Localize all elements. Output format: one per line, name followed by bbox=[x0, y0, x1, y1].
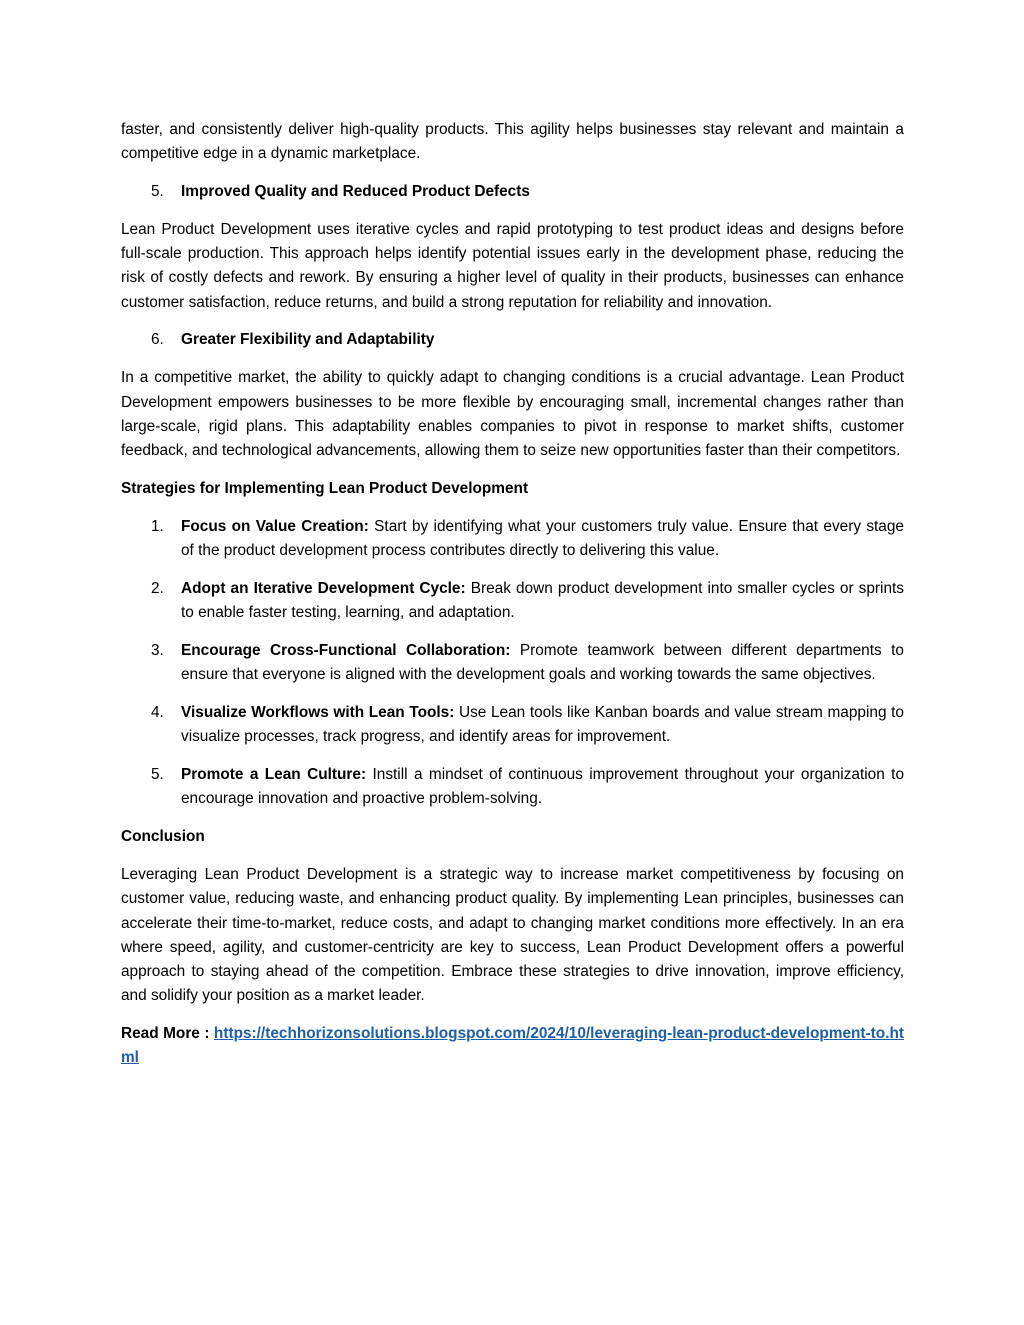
read-more-line bbox=[121, 1022, 904, 1070]
strategy-item-4 bbox=[121, 701, 904, 749]
strategy-5-number: 5. bbox=[151, 766, 164, 784]
intro-continuation-paragraph: faster, and consistently deliver high-quality products. This agility helps businesses stay relevant and maintain a competitive edge in a dynamic marketplace. bbox=[121, 121, 904, 163]
strategy-4-text: Use Lean tools like Kanban boards and value stream mapping to visualize processes, track progress, and identify areas for improvement. bbox=[181, 704, 904, 746]
strategy-3-text: Promote teamwork between different departments to ensure that everyone is aligned with the development goals and working towards the same objectives. bbox=[181, 641, 904, 684]
strategy-4-number: 4. bbox=[151, 704, 164, 722]
strategies-list bbox=[121, 515, 904, 812]
benefit-6-heading bbox=[121, 328, 904, 352]
benefit-5-heading bbox=[121, 180, 904, 204]
read-more-link[interactable]: https://techhorizonsolutions.blogspot.com/2024/10/leveraging-lean-product-development-to.html bbox=[121, 1025, 904, 1067]
strategy-5-text: Instill a mindset of continuous improvement throughout your organization to encourage innovation and proactive problem-solving. bbox=[181, 766, 904, 808]
strategy-2-number: 2. bbox=[151, 579, 164, 597]
strategy-item-3 bbox=[121, 639, 904, 687]
benefit-6-number: 6. bbox=[151, 331, 164, 349]
benefit-6-title: Greater Flexibility and Adaptability bbox=[181, 331, 435, 349]
conclusion-body: Leveraging Lean Product Development is a strategic way to increase market competitiveness by focusing on customer value, reducing waste, and enhancing product quality. By implementing Lean principles, businesses can accelerate their time-to-market, reduce costs, and adapt to changing market conditions more effectively. In an era where speed, agility, and customer-centricity are key to success, Lean Product Development offers a powerful approach to staying ahead of the competition. Embrace these strategies to drive innovation, improve efficiency, and solidify your position as a market leader. bbox=[121, 866, 904, 1005]
strategy-5-title: Promote a Lean Culture: bbox=[181, 766, 373, 784]
benefit-5-body: Lean Product Development uses iterative cycles and rapid prototyping to test product ideas and designs before full-scale production. This approach helps identify potential issues early in the development phase, reducing the risk of costly defects and rework. By ensuring a higher level of quality in their products, businesses can enhance customer satisfaction, reduce returns, and build a strong reputation for reliability and innovation. bbox=[121, 220, 904, 311]
strategies-heading: Strategies for Implementing Lean Product Development bbox=[121, 479, 529, 497]
strategy-item-5 bbox=[121, 763, 904, 811]
strategy-3-number: 3. bbox=[151, 641, 164, 659]
strategy-3-title: Encourage Cross-Functional Collaboration: bbox=[181, 641, 520, 659]
strategy-4-title: Visualize Workflows with Lean Tools: bbox=[181, 704, 459, 722]
benefit-5-title: Improved Quality and Reduced Product Defects bbox=[181, 183, 530, 201]
strategy-item-1 bbox=[121, 515, 904, 563]
read-more-label: Read More : bbox=[121, 1025, 214, 1043]
document-page bbox=[121, 118, 904, 1070]
strategy-item-2 bbox=[121, 577, 904, 625]
strategy-1-number: 1. bbox=[151, 517, 164, 535]
strategy-1-title: Focus on Value Creation: bbox=[181, 517, 375, 535]
benefit-5-number: 5. bbox=[151, 183, 164, 201]
conclusion-heading: Conclusion bbox=[121, 828, 205, 846]
strategy-2-text: Break down product development into smaller cycles or sprints to enable faster testing, learning, and adaptation. bbox=[181, 579, 904, 622]
strategy-1-text: Start by identifying what your customers truly value. Ensure that every stage of the product development process contributes directly to delivering this value. bbox=[181, 517, 904, 559]
strategy-2-title: Adopt an Iterative Development Cycle: bbox=[181, 579, 471, 597]
benefit-6-body: In a competitive market, the ability to quickly adapt to changing conditions is a crucial advantage. Lean Product Development empowers businesses to be more flexible by encouraging small, incremental changes rather than large-scale, rigid plans. This adaptability enables companies to pivot in response to market shifts, customer feedback, and technological advancements, allowing them to seize new opportunities faster than their competitors. bbox=[121, 369, 904, 459]
